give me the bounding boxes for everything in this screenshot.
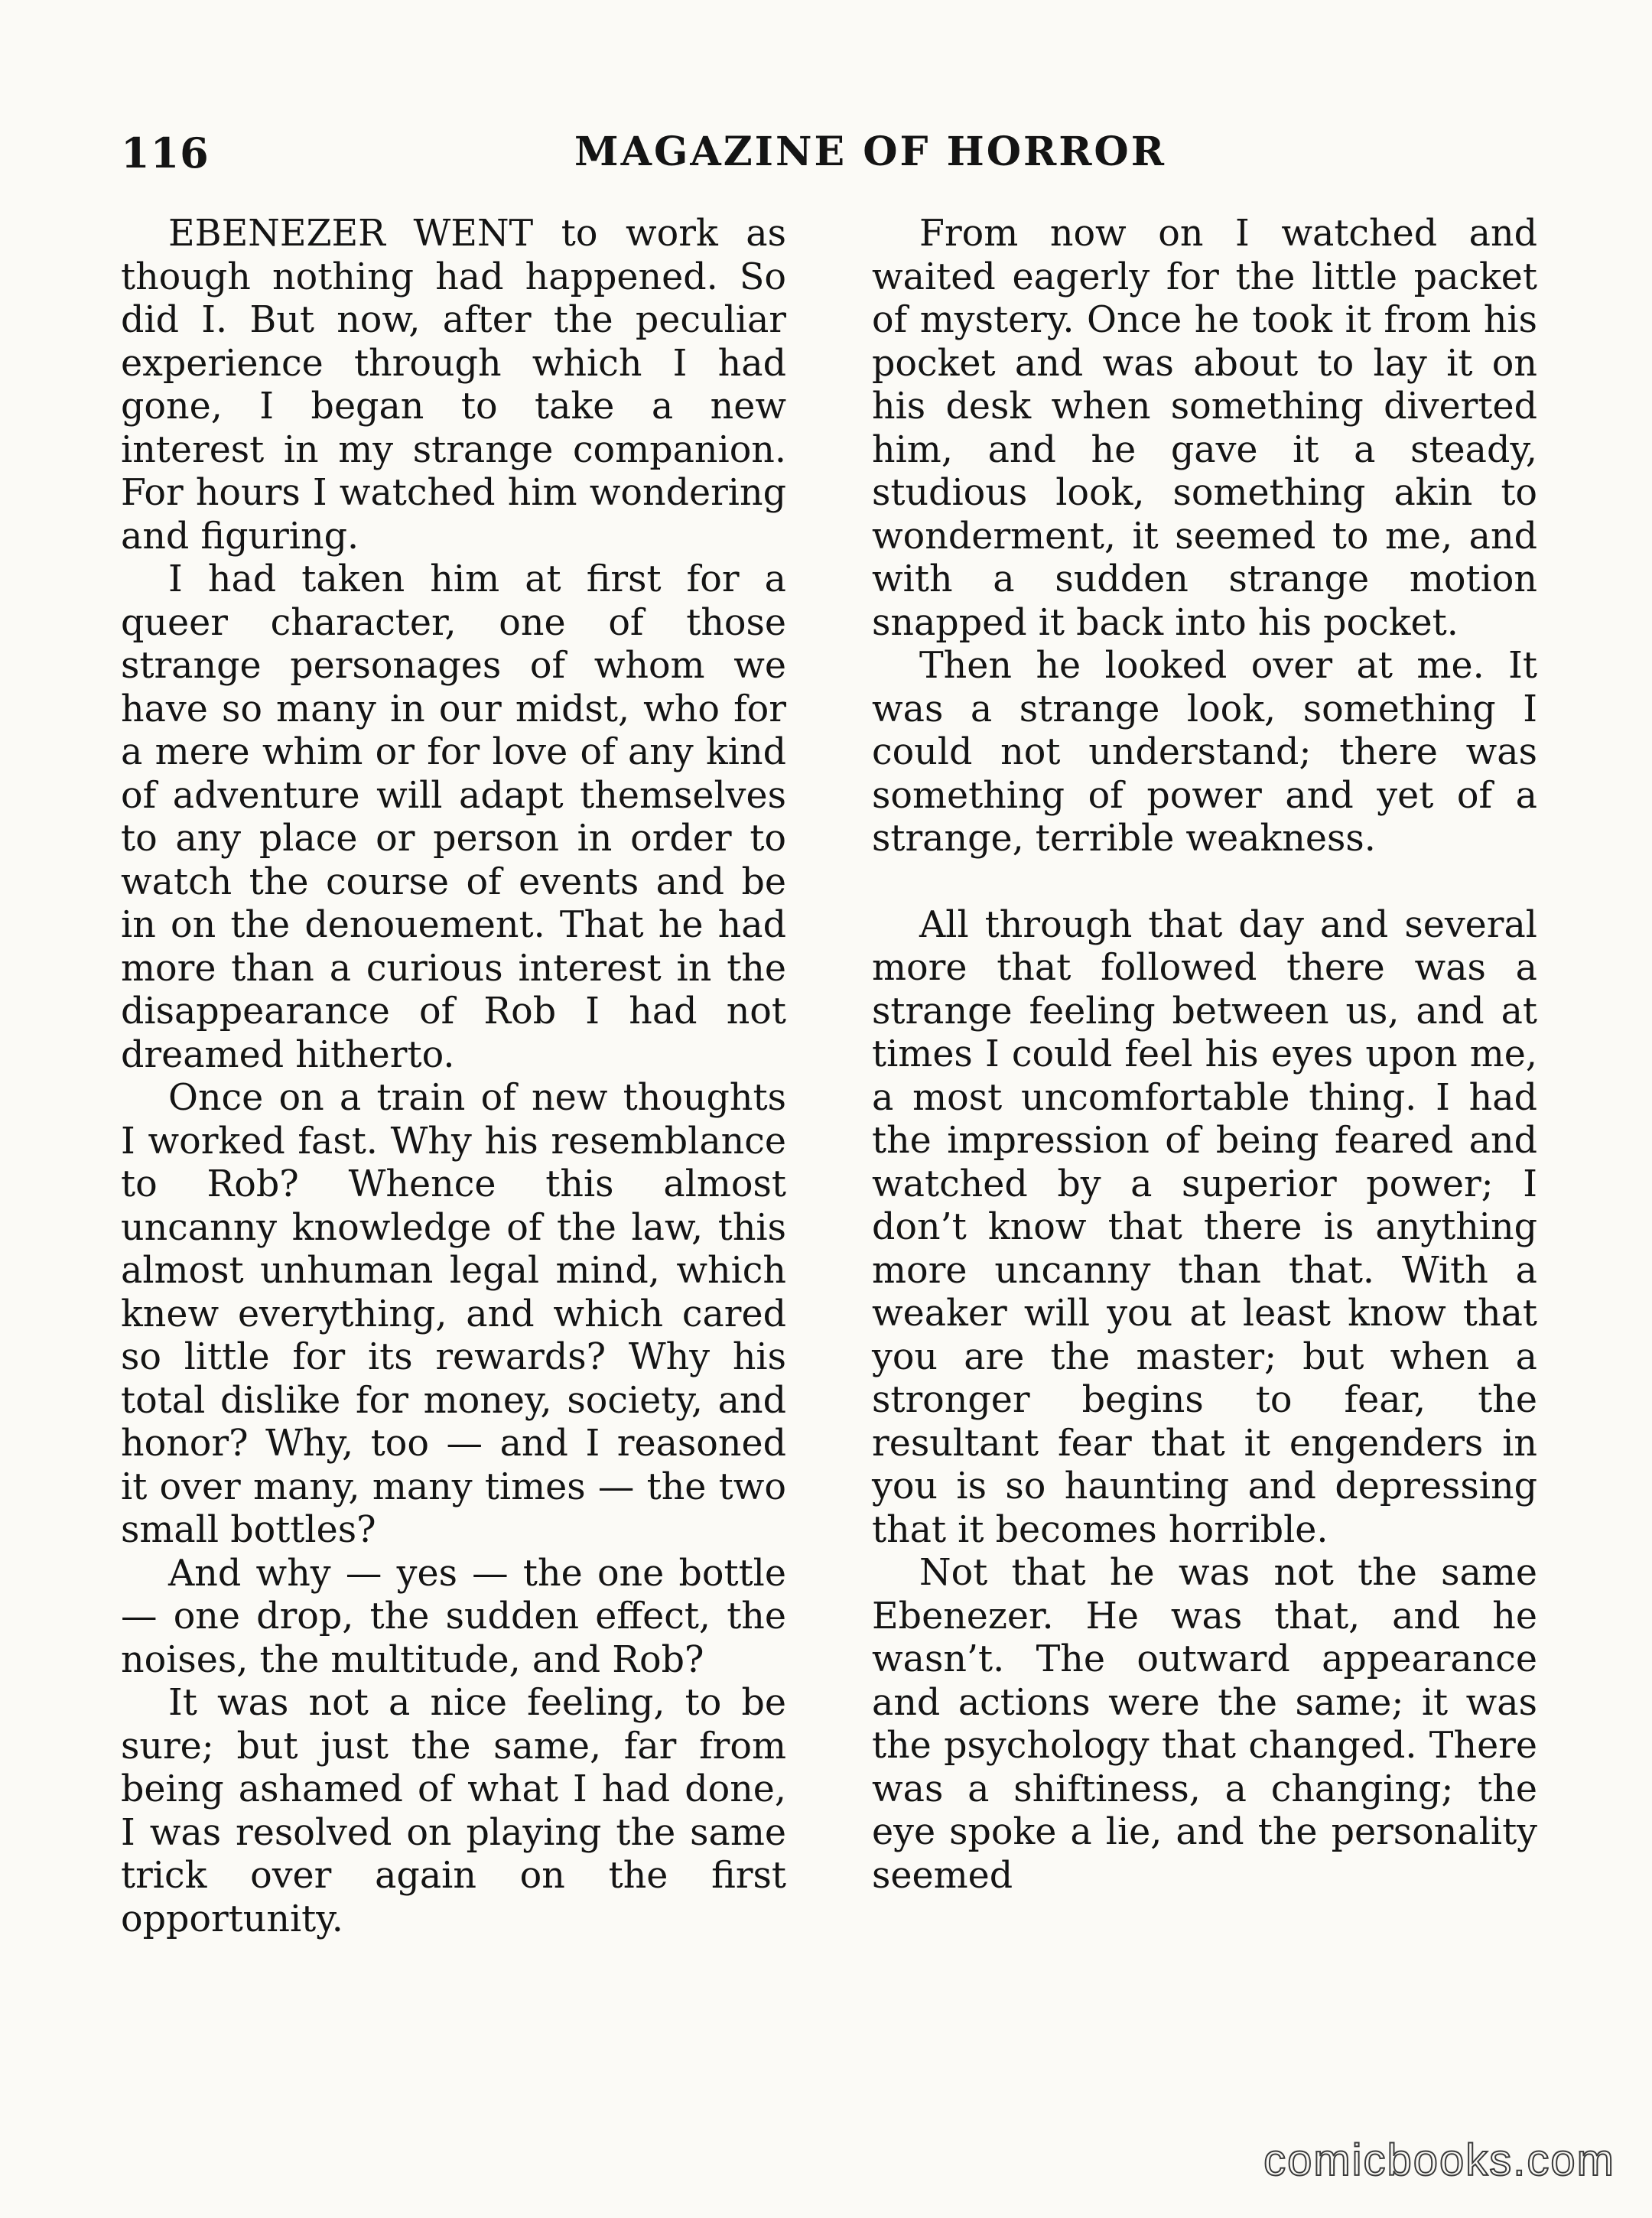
paragraph: EBENEZER WENT to work as though nothing had happened. So did I. But now, after the peculiar experience through which I had gone, I began to take a new interest in my strange companion. For hours I watched him wondering and figuring. [121,213,786,558]
paragraph: It was not a nice feeling, to be sure; but just the same, far from being ashamed of what I had done, I was resolved on playing the same trick over again on the first opportunity. [121,1682,786,1940]
page-header [121,128,1536,182]
paragraph: And why — yes — the one bottle — one drop, the sudden effect, the noises, the multitude, and Rob? [121,1552,786,1681]
paragraph: I had taken him at first for a queer character, one of those strange personages of whom we have so many in our midst, who for a mere whim or for love of any kind of adventure will adapt themselves to any place or person in order to watch the course of events and be in on the denouement. That he had more than a curious interest in the disappearance of Rob I had not dreamed hitherto. [121,558,786,1076]
paragraph: Once on a train of new thoughts I worked fast. Why his resemblance to Rob? Whence this almost uncanny knowledge of the law, this almost unhuman legal mind, which knew everything, and which cared so little for its rewards? Why his total dislike for money, society, and honor? Why, too — and I reasoned it over many, many times — the two small bottles? [121,1077,786,1551]
page-number: 116 [121,128,210,177]
site-watermark: comicbooks.com [1263,2135,1615,2185]
paragraph: All through that day and several more that followed there was a strange feeling between us, and at times I could feel his eyes upon me, a most uncomfortable thing. I had the impression of being feared and watched by a superior power; I don’t know that there is anything more uncanny than that. With a weaker will you at least know that you are the master; but when a stronger begins to fear, the resultant fear that it engenders in you is so haunting and depressing that it becomes horrible. [872,903,1537,1551]
paragraph: Then he looked over at me. It was a strange look, something I could not understand; there was something of power and yet of a strange, terrible weakness. [872,645,1537,860]
right-column [872,213,1537,1898]
running-head: MAGAZINE OF HORROR [574,128,1166,175]
paragraph: From now on I watched and waited eagerly for the little packet of mystery. Once he took it from his pocket and was about to lay it on his desk when something diverted him, and he gave it a steady, studious look, something akin to wonderment, it seemed to me, and with a sudden strange motion snapped it back into his pocket. [872,213,1537,644]
paragraph: Not that he was not the same Ebenezer. He was that, and he wasn’t. The outward appearance and actions were the same; it was the psychology that changed. There was a shiftiness, a changing; the eye spoke a lie, and the personality seemed [872,1552,1537,1897]
left-column [121,213,786,1941]
